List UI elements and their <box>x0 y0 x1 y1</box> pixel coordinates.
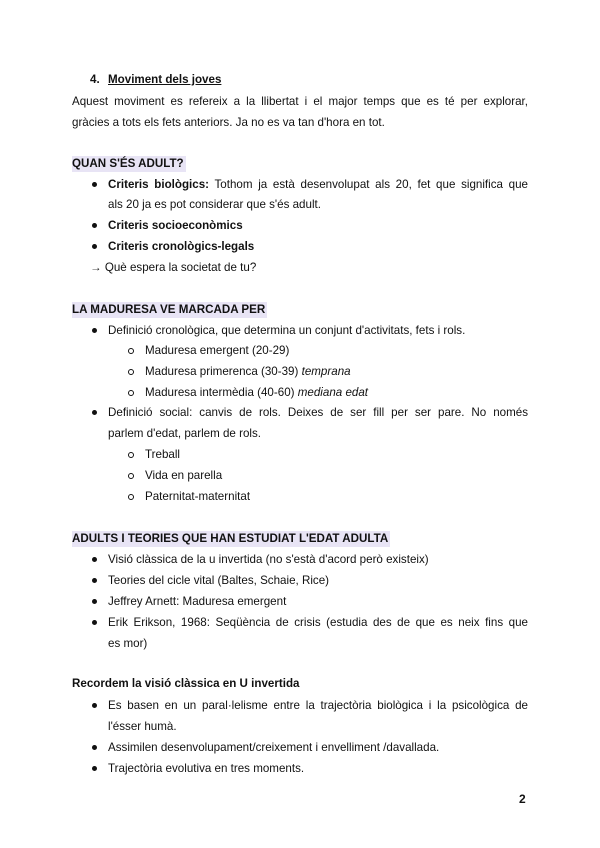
section-heading: LA MADURESA VE MARCADA PER <box>72 303 266 316</box>
bullet-icon <box>92 766 97 771</box>
page-number: 2 <box>519 792 526 806</box>
sub-list-item: Maduresa emergent (20-29) <box>145 344 290 357</box>
sub-list-item: Paternitat-maternitat <box>145 490 251 503</box>
bullet-icon <box>92 599 97 604</box>
sub-list-item: Treball <box>145 448 181 461</box>
list-item: Definició social: canvis de rols. Deixes de ser fill per ser pare. No només <box>108 406 528 419</box>
section-heading: Recordem la visió clàssica en U invertida <box>72 677 300 690</box>
bullet-icon <box>92 578 97 583</box>
list-item: Definició cronològica, que determina un conjunt d'activitats, fets i rols. <box>108 324 466 337</box>
bullet-icon <box>92 182 97 187</box>
bullet-icon <box>92 244 97 249</box>
sub-list-item: Vida en parella <box>145 469 223 482</box>
list-item <box>108 178 528 192</box>
bullet-icon <box>92 703 97 708</box>
bullet-icon <box>92 620 97 625</box>
list-item: Trajectòria evolutiva en tres moments. <box>108 762 305 775</box>
list-item: Visió clàssica de la u invertida (no s'està d'acord però existeix) <box>108 553 429 566</box>
section-heading: QUAN S'ÉS ADULT? <box>72 157 184 170</box>
section-heading: ADULTS I TEORIES QUE HAN ESTUDIAT L'EDAT ADULTA <box>72 532 389 545</box>
list-item-text: Tothom ja està desenvolupat als 20, fet que significa que <box>214 178 528 191</box>
sub-list-item: Maduresa intermèdia (40-60) mediana edat <box>145 386 369 399</box>
italic-term: temprana <box>301 365 351 378</box>
section-number: 4. <box>90 73 100 86</box>
list-item-bold: Criteris biològics: <box>108 178 210 191</box>
paragraph-line: Aquest moviment es refereix a la llibertat i el major temps que es té per explorar, <box>72 95 528 108</box>
circle-bullet-icon <box>128 390 134 396</box>
circle-bullet-icon <box>128 348 134 354</box>
list-item: Assimilen desenvolupament/creixement i envelliment /davallada. <box>108 741 440 754</box>
circle-bullet-icon <box>128 494 134 500</box>
paragraph-line: gràcies a tots els fets anteriors. Ja no es va tan d'hora en tot. <box>72 116 385 129</box>
list-item: Es basen en un paral·lelisme entre la trajectòria biològica i la psicològica de <box>108 699 528 712</box>
bullet-icon <box>92 328 97 333</box>
list-item-continuation: l'ésser humà. <box>108 720 177 733</box>
bullet-icon <box>92 410 97 415</box>
list-item: Jeffrey Arnett: Maduresa emergent <box>108 595 287 608</box>
bullet-icon <box>92 745 97 750</box>
section-title: Moviment dels joves <box>108 73 222 86</box>
list-item-continuation: es mor) <box>108 637 148 650</box>
question-line: → Què espera la societat de tu? <box>90 261 257 274</box>
list-item: Erik Erikson, 1968: Seqüència de crisis (estudia des de que es neix fins que <box>108 616 528 629</box>
list-item: Criteris socioeconòmics <box>108 219 243 232</box>
bullet-icon <box>92 557 97 562</box>
italic-term: mediana edat <box>297 386 369 399</box>
list-item-continuation: parlem d'edat, parlem de rols. <box>108 427 262 440</box>
list-item-continuation: als 20 ja es pot considerar que s'és adult. <box>108 198 321 211</box>
circle-bullet-icon <box>128 369 134 375</box>
list-item: Criteris cronològics-legals <box>108 240 255 253</box>
circle-bullet-icon <box>128 452 134 458</box>
circle-bullet-icon <box>128 473 134 479</box>
bullet-icon <box>92 223 97 228</box>
list-item: Teories del cicle vital (Baltes, Schaie, Rice) <box>108 574 330 587</box>
sub-list-item: Maduresa primerenca (30-39) temprana <box>145 365 351 378</box>
